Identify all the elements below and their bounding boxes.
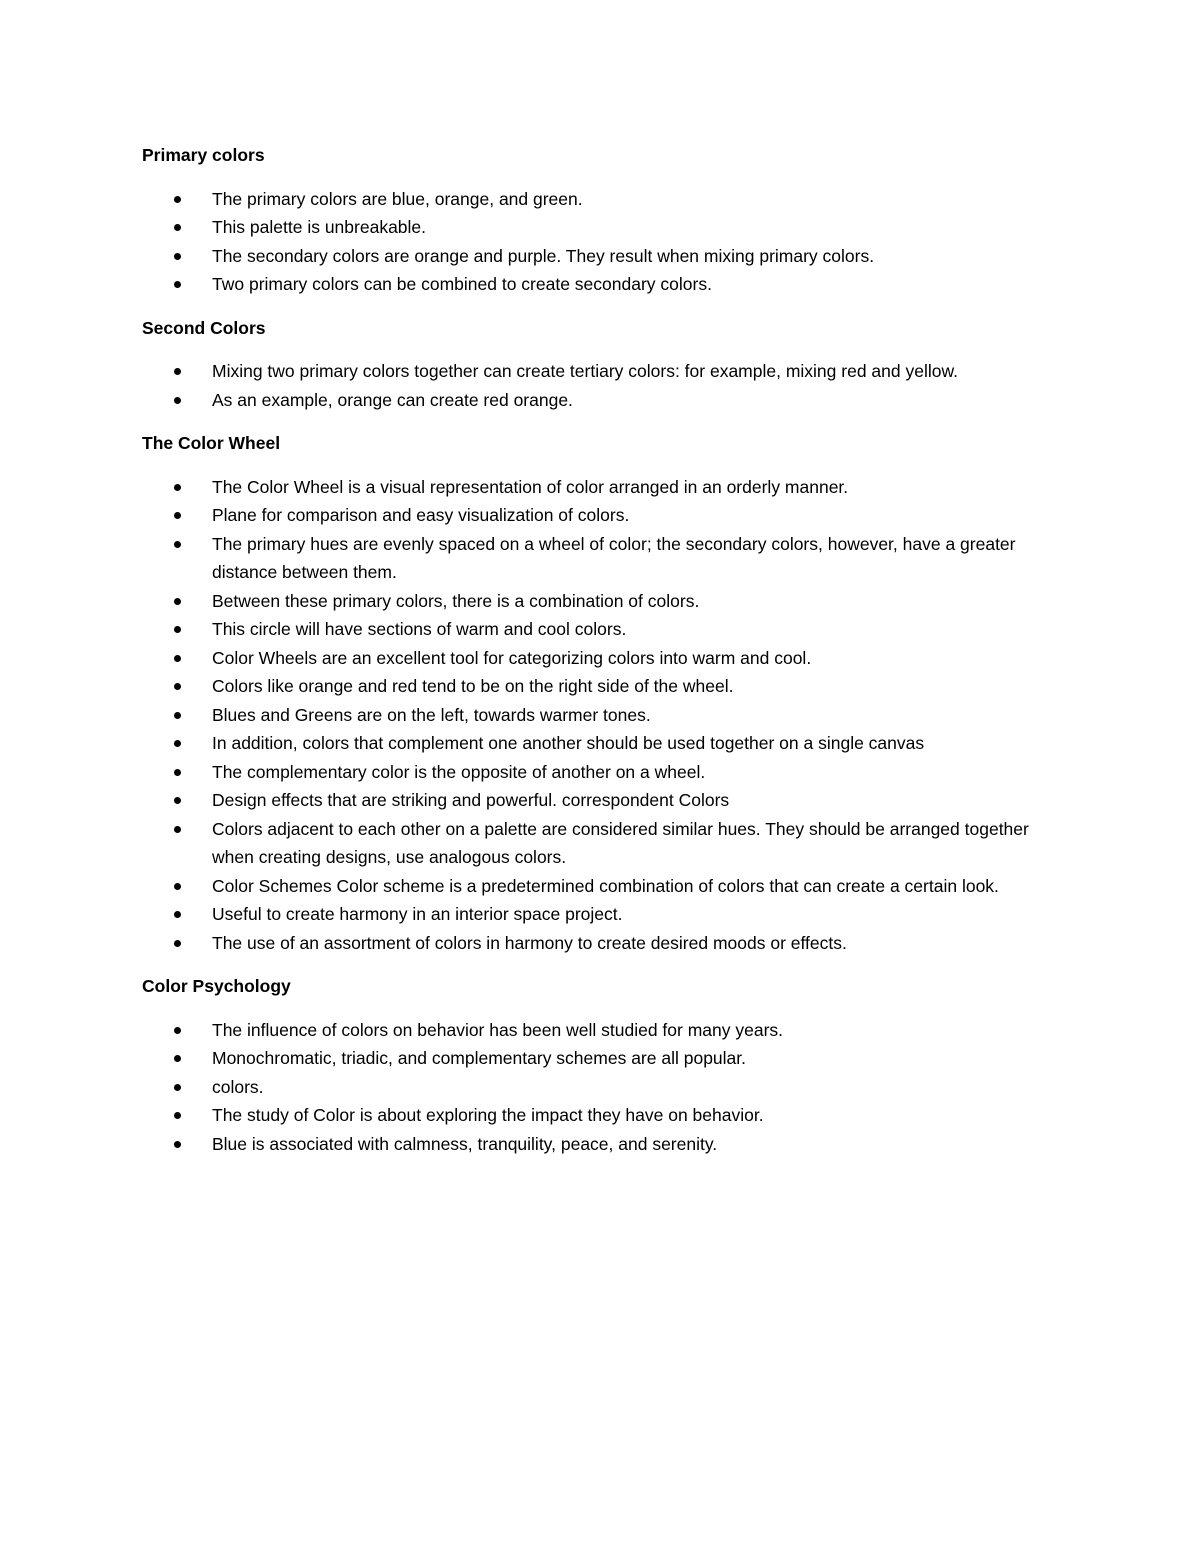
heading-color-psychology: Color Psychology [142, 976, 291, 996]
list-item-text: The influence of colors on behavior has been well studied for many years. [212, 1019, 784, 1040]
list-item [142, 587, 1072, 616]
list-item-text: Two primary colors can be combined to create secondary colors. [212, 274, 712, 294]
list-item-text: Useful to create harmony in an interior space project. [212, 904, 623, 924]
list-item-text: As an example, orange can create red orange. [212, 389, 573, 410]
bullet-icon [174, 281, 181, 288]
list-item [142, 213, 1072, 242]
bullet-icon [174, 1055, 181, 1062]
list-item [142, 473, 1072, 502]
list-item-text: The primary colors are blue, orange, and green. [212, 188, 583, 209]
list-item-text: Color Wheels are an excellent tool for categorizing colors into warm and cool. [212, 647, 812, 668]
list-color-psychology [142, 1016, 1072, 1159]
bullet-icon [174, 883, 181, 890]
list-color-wheel [142, 473, 1072, 958]
bullet-icon [174, 541, 181, 548]
list-item-text: The use of an assortment of colors in harmony to create desired moods or effects. [212, 932, 847, 953]
list-item [142, 872, 1072, 901]
list-item-text: In addition, colors that complement one another should be used together on a single canvas [212, 733, 925, 753]
list-item-text: The primary hues are evenly spaced on a wheel of color; the secondary colors, however, have a greater distance between them. [212, 533, 1016, 582]
list-item-text: This palette is unbreakable. [212, 217, 427, 237]
list-item [142, 644, 1072, 673]
list-item [142, 1016, 1072, 1045]
bullet-icon [174, 769, 181, 776]
list-item [142, 242, 1072, 271]
list-second-colors [142, 357, 1072, 414]
list-item [142, 185, 1072, 214]
bullet-icon [174, 512, 181, 519]
bullet-icon [174, 712, 181, 719]
list-item [142, 815, 1072, 872]
list-item [142, 929, 1072, 958]
bullet-icon [174, 655, 181, 662]
list-item [142, 270, 1072, 299]
list-item-text: The study of Color is about exploring the impact they have on behavior. [212, 1105, 764, 1125]
bullet-icon [174, 484, 181, 491]
list-item [142, 1130, 1072, 1159]
bullet-icon [174, 598, 181, 605]
list-item-text: Colors adjacent to each other on a palette are considered similar hues. They should be arranged together when creating designs, use analogous colors. [212, 818, 1029, 867]
list-item-text: Blue is associated with calmness, tranquility, peace, and serenity. [212, 1133, 718, 1154]
list-primary-colors [142, 185, 1072, 299]
bullet-icon [174, 1112, 181, 1119]
bullet-icon [174, 224, 181, 231]
list-item [142, 701, 1072, 730]
bullet-icon [174, 740, 181, 747]
list-item [142, 386, 1072, 415]
list-item-text: colors. [212, 1076, 264, 1097]
list-item-text: Plane for comparison and easy visualization of colors. [212, 505, 630, 525]
list-item [142, 1044, 1072, 1073]
list-item-text: The complementary color is the opposite of another on a wheel. [212, 761, 706, 782]
list-item [142, 357, 1072, 386]
bullet-icon [174, 1027, 181, 1034]
bullet-icon [174, 797, 181, 804]
bullet-icon [174, 196, 181, 203]
list-item [142, 900, 1072, 929]
list-item-text: Design effects that are striking and powerful. correspondent Colors [212, 790, 730, 810]
list-item [142, 786, 1072, 815]
list-item-text: Blues and Greens are on the left, towards warmer tones. [212, 704, 651, 725]
list-item [142, 672, 1072, 701]
heading-primary-colors: Primary colors [142, 145, 265, 165]
bullet-icon [174, 911, 181, 918]
bullet-icon [174, 397, 181, 404]
bullet-icon [174, 253, 181, 260]
list-item-text: This circle will have sections of warm and cool colors. [212, 619, 627, 639]
list-item [142, 501, 1072, 530]
bullet-icon [174, 1141, 181, 1148]
list-item [142, 530, 1072, 587]
list-item-text: The Color Wheel is a visual representation of color arranged in an orderly manner. [212, 476, 849, 497]
bullet-icon [174, 626, 181, 633]
list-item [142, 729, 1072, 758]
bullet-icon [174, 368, 181, 375]
list-item [142, 758, 1072, 787]
list-item-text: The secondary colors are orange and purple. They result when mixing primary colors. [212, 245, 875, 266]
list-item-text: Colors like orange and red tend to be on the right side of the wheel. [212, 676, 734, 696]
list-item [142, 1101, 1072, 1130]
bullet-icon [174, 1084, 181, 1091]
list-item [142, 1073, 1072, 1102]
list-item-text: Mixing two primary colors together can create tertiary colors: for example, mixing red and yellow. [212, 361, 958, 381]
list-item-text: Between these primary colors, there is a combination of colors. [212, 590, 700, 611]
heading-second-colors: Second Colors [142, 317, 266, 338]
bullet-icon [174, 683, 181, 690]
bullet-icon [174, 826, 181, 833]
list-item-text: Monochromatic, triadic, and complementary schemes are all popular. [212, 1048, 746, 1068]
list-item [142, 615, 1072, 644]
bullet-icon [174, 940, 181, 947]
heading-color-wheel: The Color Wheel [142, 433, 281, 453]
list-item-text: Color Schemes Color scheme is a predetermined combination of colors that can create a certain look. [212, 875, 999, 896]
document-content [142, 141, 1072, 1173]
